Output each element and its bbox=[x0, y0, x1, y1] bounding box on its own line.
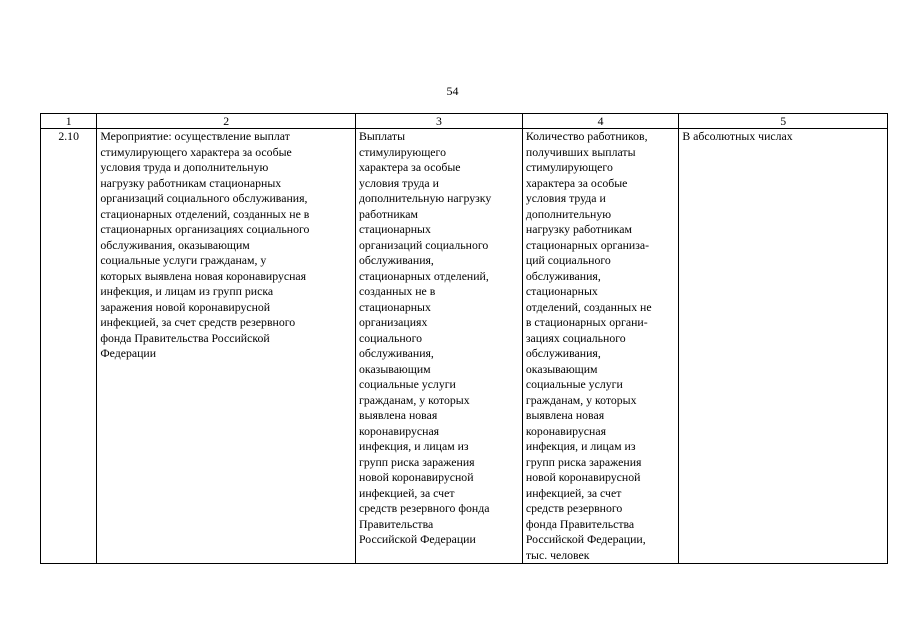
table-header-row bbox=[41, 114, 888, 129]
cell-text-line: ций социального bbox=[525, 253, 611, 267]
cell-text-line: групп риска заражения bbox=[525, 454, 642, 469]
cell-text-line: стационарных bbox=[359, 222, 431, 236]
cell-text-line: фонда Правительства Российской bbox=[100, 330, 270, 345]
measure-description-cell bbox=[97, 129, 356, 564]
cell-text-line: стационарных организа- bbox=[525, 237, 650, 252]
cell-text-line: социальные услуги гражданам, у bbox=[100, 253, 267, 267]
cell-text-line: гражданам, у которых bbox=[359, 392, 470, 407]
cell-text-line: отделений, созданных не bbox=[525, 299, 652, 314]
cell-text-line: Мероприятие: осуществление выплат bbox=[100, 129, 290, 143]
cell-text-line: Правительства bbox=[359, 516, 434, 531]
cell-text-line: стационарных организациях социального bbox=[100, 222, 310, 236]
cell-text-line: средств резервного фонда bbox=[359, 501, 490, 515]
cell-text-line: средств резервного bbox=[525, 501, 623, 515]
cell-text-line: тыс. человек bbox=[525, 547, 590, 562]
page-number: 54 bbox=[446, 84, 459, 98]
header-col-1: 1 bbox=[41, 114, 97, 129]
header-col-5: 5 bbox=[679, 114, 888, 129]
cell-text-line: созданных не в bbox=[359, 284, 436, 298]
cell-text-line: инфекцией, за счет средств резервного bbox=[100, 315, 296, 329]
cell-text-line: новой коронавирусной bbox=[359, 470, 474, 484]
header-col-4: 4 bbox=[522, 114, 678, 129]
cell-text-line: социальные услуги bbox=[525, 377, 623, 391]
cell-text-line: заражения новой коронавирусной bbox=[100, 299, 271, 314]
cell-text-line: организаций социального bbox=[359, 237, 489, 252]
cell-text-line: Количество работников, bbox=[525, 129, 648, 143]
cell-text-line: стационарных bbox=[525, 284, 598, 298]
cell-text-line: выявлена новая bbox=[525, 408, 605, 422]
cell-text-line: коронавирусная bbox=[525, 423, 607, 438]
cell-text-line: обслуживания, bbox=[525, 346, 601, 360]
cell-text-line: обслуживания, bbox=[359, 253, 434, 267]
row-number: 2.10 bbox=[41, 129, 97, 564]
cell-text-line: социального bbox=[359, 330, 423, 345]
cell-text-line: инфекцией, за счет bbox=[525, 485, 622, 500]
cell-text-line: характера за особые bbox=[359, 160, 461, 174]
cell-text-line: инфекция, и лицам из групп риска bbox=[100, 284, 274, 298]
cell-text-line: Выплаты bbox=[359, 129, 406, 143]
cell-text-line: выявлена новая bbox=[359, 408, 438, 422]
cell-text-line: стимулирующего bbox=[359, 144, 446, 159]
cell-text-line: в стационарных органи- bbox=[525, 315, 648, 329]
cell-text-line: инфекция, и лицам из bbox=[525, 439, 636, 453]
cell-text-line: условия труда и дополнительную bbox=[100, 160, 269, 174]
cell-text-line: нагрузку работникам bbox=[525, 222, 632, 236]
cell-text-line: В абсолютных числах bbox=[682, 129, 793, 143]
cell-text-line: Российской Федерации bbox=[359, 532, 476, 546]
cell-text-line: стационарных отделений, bbox=[359, 268, 489, 283]
cell-text-line: условия труда и bbox=[359, 175, 439, 190]
cell-text-line: зациях социального bbox=[525, 330, 626, 345]
cell-text-line: фонда Правительства bbox=[525, 516, 635, 531]
cell-text-line: условия труда и bbox=[525, 191, 606, 205]
cell-text-line: Федерации bbox=[100, 346, 157, 360]
cell-text-line: дополнительную нагрузку bbox=[359, 191, 492, 205]
result-description-cell bbox=[356, 129, 523, 564]
cell-text-line: инфекцией, за счет bbox=[359, 485, 455, 500]
cell-text-line: новой коронавирусной bbox=[525, 470, 641, 484]
cell-text-line: работникам bbox=[359, 206, 418, 221]
cell-text-line: оказывающим bbox=[359, 361, 431, 376]
header-col-2: 2 bbox=[97, 114, 356, 129]
header-col-3: 3 bbox=[356, 114, 523, 129]
cell-text-line: оказывающим bbox=[525, 361, 598, 376]
cell-text-line: Российской Федерации, bbox=[525, 532, 646, 546]
cell-text-line: стационарных bbox=[359, 299, 431, 314]
cell-text-line: нагрузку работникам стационарных bbox=[100, 175, 282, 190]
cell-text-line: социальные услуги bbox=[359, 377, 456, 391]
cell-text-line: стимулирующего bbox=[525, 160, 613, 174]
cell-text-line: обслуживания, оказывающим bbox=[100, 237, 250, 252]
cell-text-line: стационарных отделений, созданных не в bbox=[100, 206, 310, 221]
cell-text-line: стимулирующего характера за особые bbox=[100, 144, 292, 159]
cell-text-line: обслуживания, bbox=[525, 268, 601, 283]
indicator-name-cell bbox=[522, 129, 678, 564]
cell-text-line: групп риска заражения bbox=[359, 454, 475, 469]
unit-cell bbox=[679, 129, 888, 564]
cell-text-line: инфекция, и лицам из bbox=[359, 439, 469, 453]
cell-text-line: коронавирусная bbox=[359, 423, 440, 438]
cell-text-line: организаций социального обслуживания, bbox=[100, 191, 308, 205]
cell-text-line: обслуживания, bbox=[359, 346, 434, 360]
cell-text-line: организациях bbox=[359, 315, 428, 329]
table-row bbox=[41, 129, 888, 564]
indicator-table bbox=[40, 113, 888, 564]
cell-text-line: которых выявлена новая коронавирусная bbox=[100, 268, 307, 283]
cell-text-line: характера за особые bbox=[525, 175, 628, 190]
cell-text-line: получивших выплаты bbox=[525, 144, 636, 159]
cell-text-line: дополнительную bbox=[525, 206, 612, 221]
cell-text-line: гражданам, у которых bbox=[525, 392, 637, 407]
